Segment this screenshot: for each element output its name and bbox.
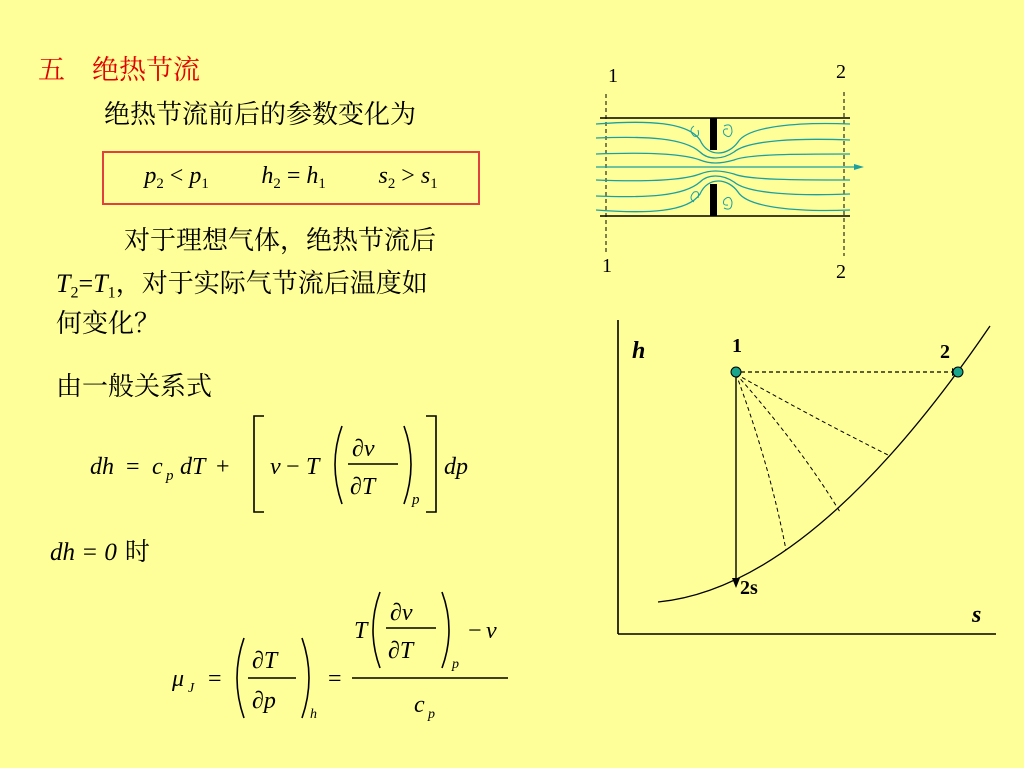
svg-text:p: p (428, 707, 435, 722)
intro-text: 绝热节流前后的参数变化为 (104, 100, 417, 130)
svg-text:∂T: ∂T (388, 638, 414, 664)
svg-text:+: + (216, 454, 230, 480)
svg-text:p: p (166, 468, 174, 484)
relations-box (102, 151, 480, 205)
svg-text:−: − (468, 618, 482, 644)
svg-text:p: p (452, 657, 459, 672)
svg-text:c: c (414, 692, 425, 718)
orifice-plate-top (710, 118, 717, 150)
svg-text:μ: μ (172, 666, 185, 692)
orifice-plate-bottom (710, 184, 717, 216)
enthalpy-relation: $h_2 = h_1$ (261, 162, 326, 193)
svg-text:−: − (286, 454, 300, 480)
general-relation-label: 由一般关系式 (56, 372, 213, 402)
entropy-relation: $s_2 > s_1$ (378, 162, 438, 193)
slide-title: 五 绝热节流 (38, 55, 200, 86)
streamline (596, 153, 850, 163)
paragraph-line1: 对于理想气体，绝热节流后 (124, 226, 437, 256)
svg-text:T: T (306, 454, 320, 480)
paragraph-line3: 何变化？ (56, 309, 161, 339)
svg-text:dp: dp (444, 454, 468, 480)
svg-text:h: h (310, 707, 317, 722)
svg-text:=: = (126, 454, 140, 480)
svg-text:dh: dh (90, 454, 114, 480)
streamlines (596, 122, 854, 211)
svg-text:v: v (270, 454, 281, 480)
svg-text:∂p: ∂p (252, 688, 276, 714)
streamline (596, 176, 850, 197)
svg-text:dT: dT (180, 454, 206, 480)
point-2-label: 2 (940, 341, 950, 363)
svg-text:∂v: ∂v (352, 436, 375, 462)
saturation-curve (658, 326, 990, 602)
svg-text:=: = (208, 666, 222, 692)
enthalpy-differential-equation (80, 408, 500, 518)
s-axis-label: s (972, 602, 982, 628)
svg-text:∂v: ∂v (390, 600, 413, 626)
svg-text:T: T (354, 618, 368, 644)
section-label-2-top: 2 (836, 61, 846, 83)
flow-arrow-icon (854, 164, 864, 170)
svg-text:J: J (188, 681, 195, 696)
svg-text:c: c (152, 454, 163, 480)
paragraph-line2: $T_2=T_1$，对于实际气节流后温度如 (56, 269, 428, 302)
h-axis-label: h (632, 338, 646, 364)
svg-text:v: v (486, 618, 497, 644)
streamline (596, 171, 850, 181)
point-2s-label: 2s (740, 577, 758, 599)
hs-diagram (600, 316, 1020, 646)
pressure-relation: $p_2 < p_1$ (144, 162, 209, 193)
dh-zero-condition: dh = 0 时 (50, 537, 150, 566)
section-label-2-bottom: 2 (836, 261, 846, 283)
state-point-2 (953, 367, 963, 377)
svg-text:=: = (328, 666, 342, 692)
streamline (596, 137, 850, 158)
throttling-diagram (588, 56, 868, 286)
isentropic-arrow-icon (732, 578, 740, 588)
svg-text:∂T: ∂T (350, 474, 376, 500)
joule-thomson-formula (168, 582, 528, 732)
section-label-1-bottom: 1 (602, 255, 612, 277)
point-1-label: 1 (732, 335, 742, 357)
section-label-1-top: 1 (608, 65, 618, 87)
svg-text:p: p (412, 492, 420, 508)
state-point-1 (731, 367, 741, 377)
svg-text:∂T: ∂T (252, 648, 278, 674)
